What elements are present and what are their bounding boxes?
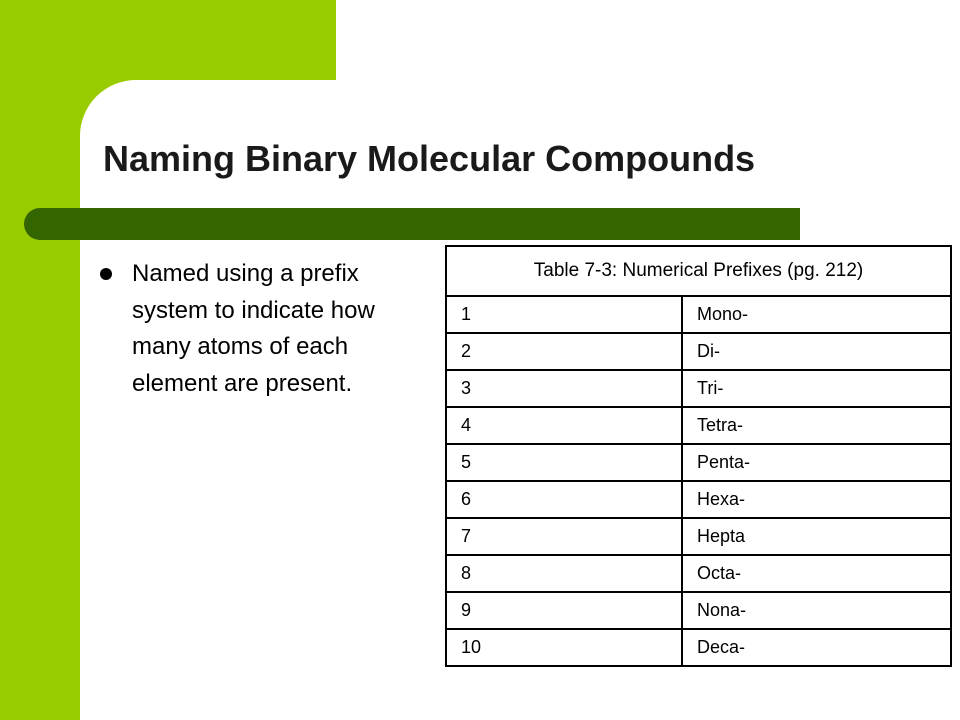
- prefix-cell: Hepta: [682, 518, 951, 555]
- table-caption: Table 7-3: Numerical Prefixes (pg. 212): [446, 246, 951, 296]
- number-cell: 5: [446, 444, 682, 481]
- title-underline-bar: [24, 208, 800, 240]
- number-cell: 8: [446, 555, 682, 592]
- number-cell: 3: [446, 370, 682, 407]
- table-row: [446, 629, 951, 666]
- prefix-cell: Nona-: [682, 592, 951, 629]
- prefix-cell: Deca-: [682, 629, 951, 666]
- table-row: [446, 481, 951, 518]
- number-cell: 7: [446, 518, 682, 555]
- bullet-point-icon: [100, 268, 112, 280]
- table-row: [446, 592, 951, 629]
- accent-bar-top: [0, 0, 336, 80]
- prefix-cell: Penta-: [682, 444, 951, 481]
- number-cell: 10: [446, 629, 682, 666]
- prefix-cell: Di-: [682, 333, 951, 370]
- number-cell: 2: [446, 333, 682, 370]
- table-caption-row: [446, 246, 951, 296]
- table-row: [446, 444, 951, 481]
- prefix-cell: Mono-: [682, 296, 951, 333]
- table-row: [446, 370, 951, 407]
- number-cell: 4: [446, 407, 682, 444]
- table-row: [446, 518, 951, 555]
- prefix-cell: Tri-: [682, 370, 951, 407]
- table-row: [446, 296, 951, 333]
- accent-bar-left: [0, 0, 80, 720]
- prefix-cell: Tetra-: [682, 407, 951, 444]
- bullet-text: Named using a prefix system to indicate how many atoms of each element are present.: [132, 260, 375, 397]
- prefix-cell: Hexa-: [682, 481, 951, 518]
- prefix-cell: Octa-: [682, 555, 951, 592]
- table-row: [446, 333, 951, 370]
- table-row: [446, 555, 951, 592]
- slide-title: Naming Binary Molecular Compounds: [103, 138, 756, 179]
- table-row: [446, 407, 951, 444]
- numerical-prefixes-table: [445, 245, 952, 667]
- number-cell: 1: [446, 296, 682, 333]
- number-cell: 9: [446, 592, 682, 629]
- number-cell: 6: [446, 481, 682, 518]
